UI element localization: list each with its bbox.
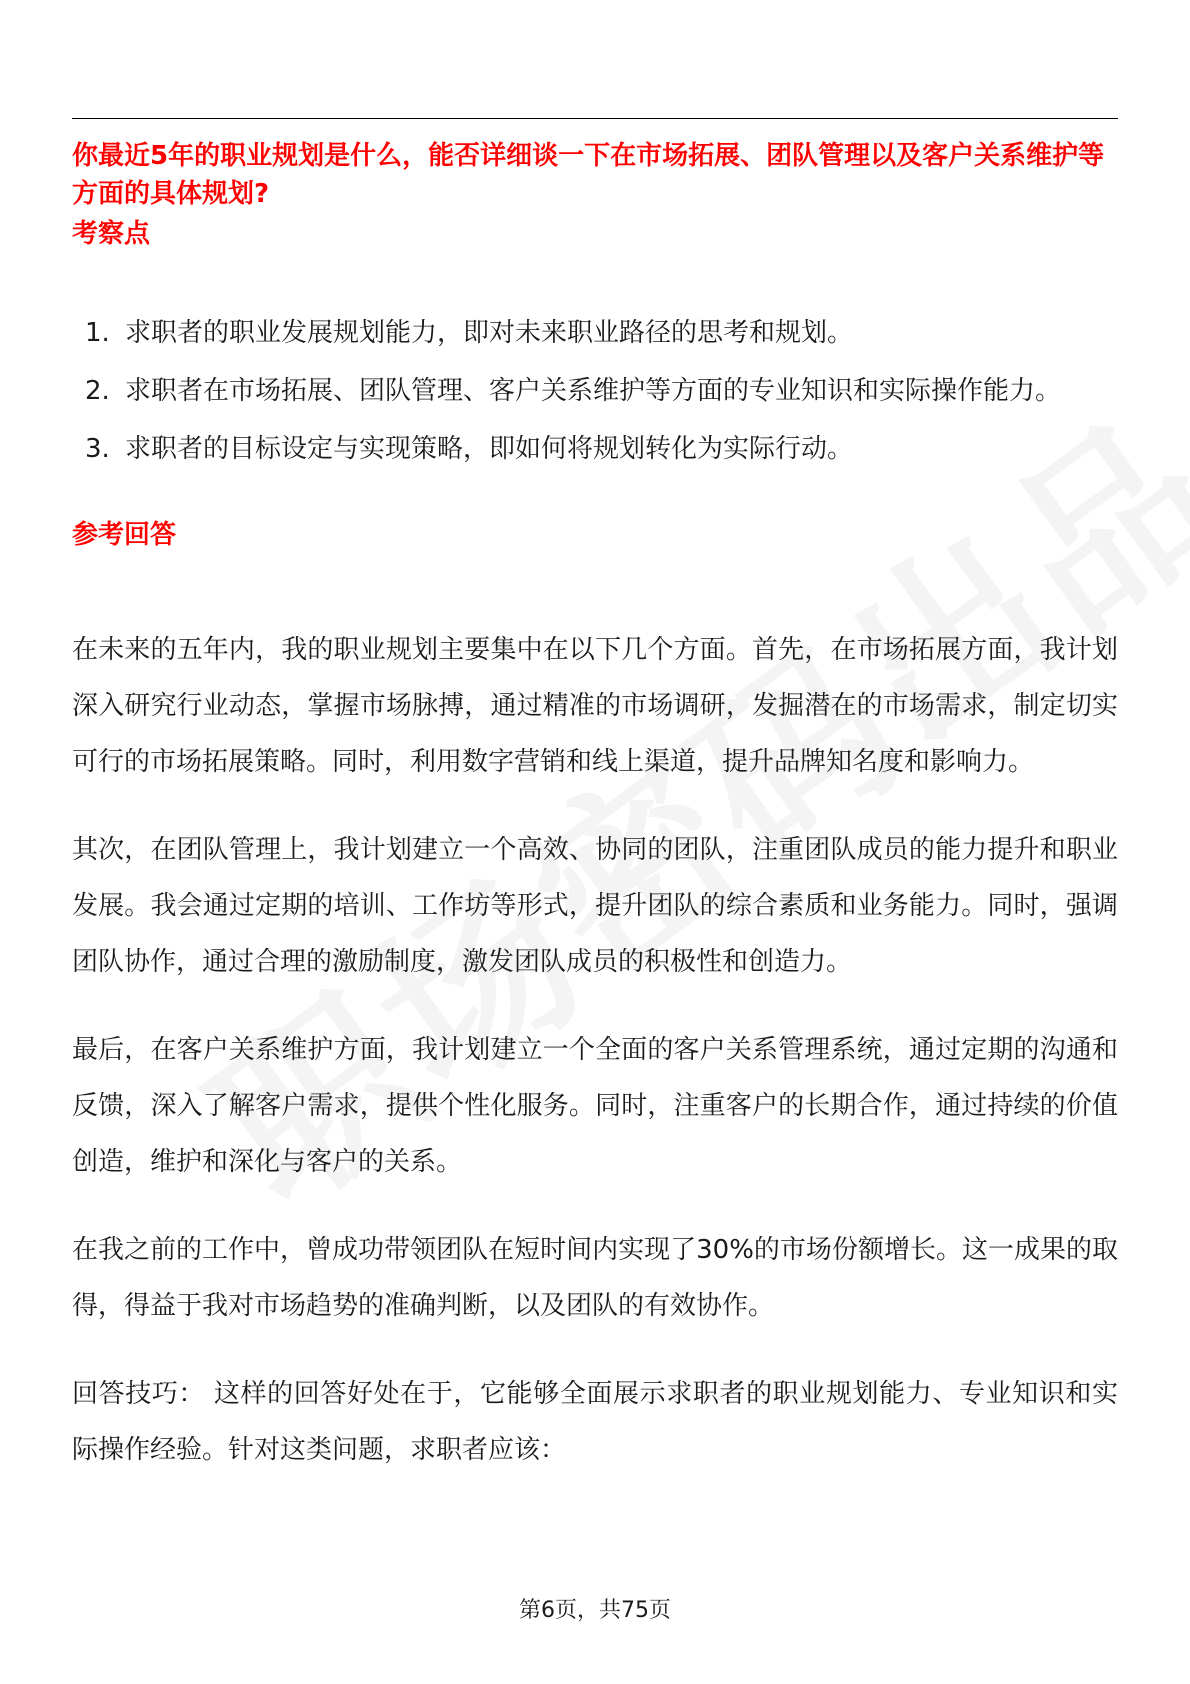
list-number: 1. <box>85 318 110 348</box>
list-number: 3. <box>85 434 110 464</box>
list-text: 求职者的目标设定与实现策略，即如何将规划转化为实际行动。 <box>125 434 854 464</box>
question-heading: 你最近5年的职业规划是什么，能否详细谈一下在市场拓展、团队管理以及客户关系维护等方面的具体规划? <box>72 141 1105 209</box>
list-item <box>72 362 1118 420</box>
answer-body <box>72 622 1118 1510</box>
header-rule <box>72 118 1118 119</box>
list-item <box>72 304 1118 362</box>
list-number: 2. <box>85 376 110 406</box>
list-text: 求职者在市场拓展、团队管理、客户关系维护等方面的专业知识和实际操作能力。 <box>125 376 1062 406</box>
answer-paragraph: 回答技巧： 这样的回答好处在于，它能够全面展示求职者的职业规划能力、专业知识和实际操作经验。针对这类问题，求职者应该： <box>72 1379 1118 1465</box>
answer-paragraph: 最后，在客户关系维护方面，我计划建立一个全面的客户关系管理系统，通过定期的沟通和反馈，深入了解客户需求，提供个性化服务。同时，注重客户的长期合作，通过持续的价值创造，维护和深化与客户的关系。 <box>72 1035 1118 1177</box>
page-footer: 第6页，共75页 <box>519 1598 671 1623</box>
answer-paragraph: 在我之前的工作中，曾成功带领团队在短时间内实现了30%的市场份额增长。这一成果的取得，得益于我对市场趋势的准确判断，以及团队的有效协作。 <box>72 1235 1118 1321</box>
assessment-list <box>72 304 1118 478</box>
list-item <box>72 420 1118 478</box>
list-text: 求职者的职业发展规划能力，即对未来职业路径的思考和规划。 <box>125 318 854 348</box>
answer-heading: 参考回答 <box>72 520 177 550</box>
answer-paragraph: 其次，在团队管理上，我计划建立一个高效、协同的团队，注重团队成员的能力提升和职业发展。我会通过定期的培训、工作坊等形式，提升团队的综合素质和业务能力。同时，强调团队协作，通过合理的激励制度，激发团队成员的积极性和创造力。 <box>72 835 1118 977</box>
assessment-heading: 考察点 <box>72 219 151 249</box>
answer-paragraph: 在未来的五年内，我的职业规划主要集中在以下几个方面。首先，在市场拓展方面，我计划深入研究行业动态，掌握市场脉搏，通过精准的市场调研，发掘潜在的市场需求，制定切实可行的市场拓展策略。同时，利用数字营销和线上渠道，提升品牌知名度和影响力。 <box>72 635 1118 777</box>
